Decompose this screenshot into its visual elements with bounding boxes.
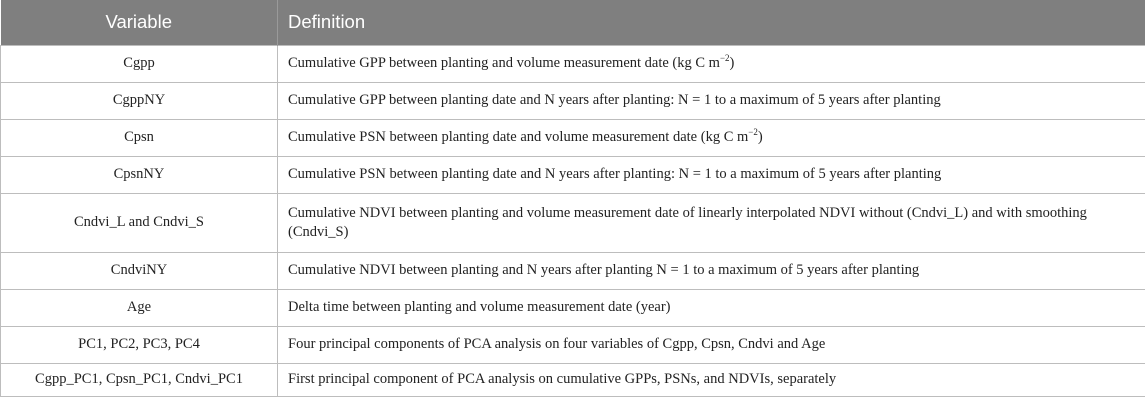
definition-text: Cumulative PSN between planting date and volume measurement date (kg C m <box>288 129 749 145</box>
definition-cell: Cumulative GPP between planting date and N years after planting: N = 1 to a maximum of 5 years after planting <box>278 82 1145 119</box>
definition-cell: Cumulative NDVI between planting and volume measurement date of linearly interpolated NDVI without (Cndvi_L) and with smoothing (Cndvi_S) <box>278 193 1145 252</box>
table-row <box>1 326 1145 363</box>
table-row <box>1 45 1145 82</box>
variable-cell: CndviNY <box>1 252 278 289</box>
table-row <box>1 82 1145 119</box>
variable-cell: Age <box>1 289 278 326</box>
table-row <box>1 119 1145 156</box>
definition-cell: Four principal components of PCA analysis on four variables of Cgpp, Cpsn, Cndvi and Age <box>278 326 1145 363</box>
definition-text: Cumulative GPP between planting and volume measurement date (kg C m <box>288 55 720 71</box>
definition-cell: Cumulative PSN between planting date and N years after planting: N = 1 to a maximum of 5 years after planting <box>278 156 1145 193</box>
table-header <box>1 0 1145 45</box>
variable-cell: CpsnNY <box>1 156 278 193</box>
table-row <box>1 193 1145 252</box>
definition-cell <box>278 119 1145 156</box>
definition-superscript: −2 <box>719 53 730 64</box>
definition-cell <box>278 45 1145 82</box>
table-row <box>1 363 1145 396</box>
table-row <box>1 156 1145 193</box>
header-definition: Definition <box>278 0 1145 45</box>
variable-cell: Cndvi_L and Cndvi_S <box>1 193 278 252</box>
definition-tail: ) <box>729 55 735 71</box>
definition-cell: Cumulative NDVI between planting and N years after planting N = 1 to a maximum of 5 years after planting <box>278 252 1145 289</box>
variable-cell: CgppNY <box>1 82 278 119</box>
definition-cell: First principal component of PCA analysis on cumulative GPPs, PSNs, and NDVIs, separately <box>278 363 1145 396</box>
definition-tail: ) <box>757 129 763 145</box>
variable-cell: PC1, PC2, PC3, PC4 <box>1 326 278 363</box>
definition-cell: Delta time between planting and volume measurement date (year) <box>278 289 1145 326</box>
variable-cell: Cpsn <box>1 119 278 156</box>
variable-cell: Cgpp <box>1 45 278 82</box>
table-row <box>1 289 1145 326</box>
definition-superscript: −2 <box>748 127 758 138</box>
table-row <box>1 252 1145 289</box>
variable-cell: Cgpp_PC1, Cpsn_PC1, Cndvi_PC1 <box>1 363 278 396</box>
header-variable: Variable <box>105 11 172 33</box>
header-row <box>1 0 1145 45</box>
table-body <box>1 45 1145 396</box>
